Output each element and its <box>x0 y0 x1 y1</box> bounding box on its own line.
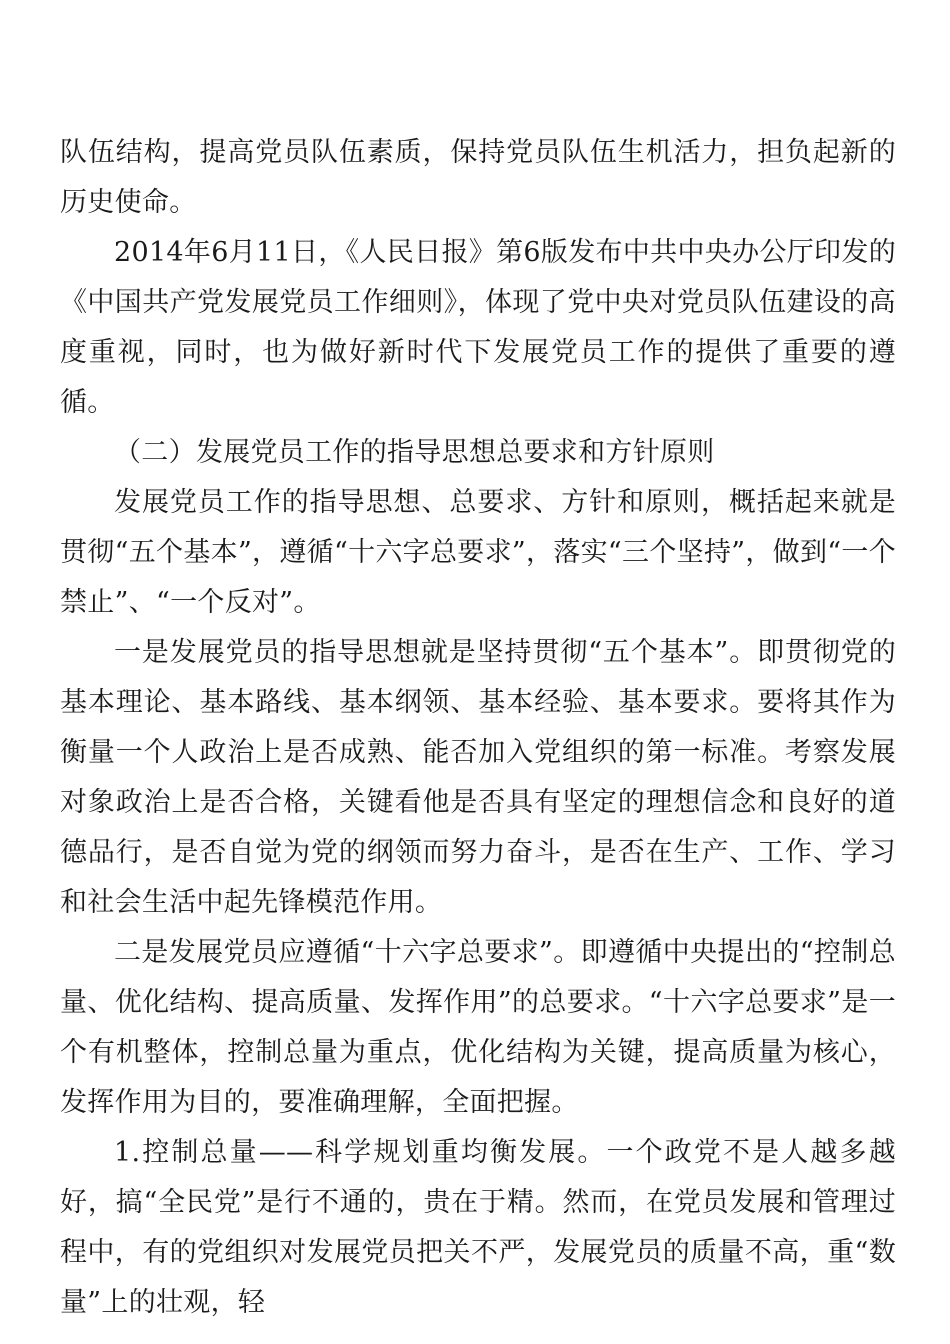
section-heading: （二）发展党员工作的指导思想总要求和方针原则 <box>114 437 715 468</box>
paragraph-point-one: 一是发展党员的指导思想就是坚持贯彻“五个基本”。即贯彻党的基本理论、基本路线、基本纲领、基本经验、基本要求。要将其作为衡量一个人政治上是否成熟、能否加入党组织的第一标准。考察发展对象政治上是否合格，关键看他是否具有坚定的理想信念和良好的道德品行，是否自觉为党的纲领而努力奋斗，是否在生产、工作、学习和社会生活中起先锋模范作用。 <box>60 637 896 918</box>
paragraph-point-two: 二是发展党员应遵循“十六字总要求”。即遵循中央提出的“控制总量、优化结构、提高质量、发挥作用”的总要求。“十六字总要求”是一个有机整体，控制总量为重点，优化结构为关键，提高质量为核心，发挥作用为目的，要准确理解，全面把握。 <box>60 937 896 1118</box>
paragraph-item-one: 1.控制总量——科学规划重均衡发展。一个政党不是人越多越好，搞“全民党”是行不通的，贵在于精。然而，在党员发展和管理过程中，有的党组织对发展党员把关不严，发展党员的质量不高，重“数量”上的壮观，轻 <box>60 1137 896 1318</box>
paragraph-regulation-release: 2014年6月11日，《人民日报》第6版发布中共中央办公厅印发的《中国共产党发展党员工作细则》，体现了党中央对党员队伍建设的高度重视，同时，也为做好新时代下发展党员工作的提供了重要的遵循。 <box>60 237 896 418</box>
paragraph-continuation: 队伍结构，提高党员队伍素质，保持党员队伍生机活力，担负起新的历史使命。 <box>60 137 896 218</box>
paragraph-summary: 发展党员工作的指导思想、总要求、方针和原则，概括起来就是贯彻“五个基本”，遵循“十六字总要求”，落实“三个坚持”，做到“一个禁止”、“一个反对”。 <box>60 487 896 618</box>
document-body <box>60 128 896 1328</box>
